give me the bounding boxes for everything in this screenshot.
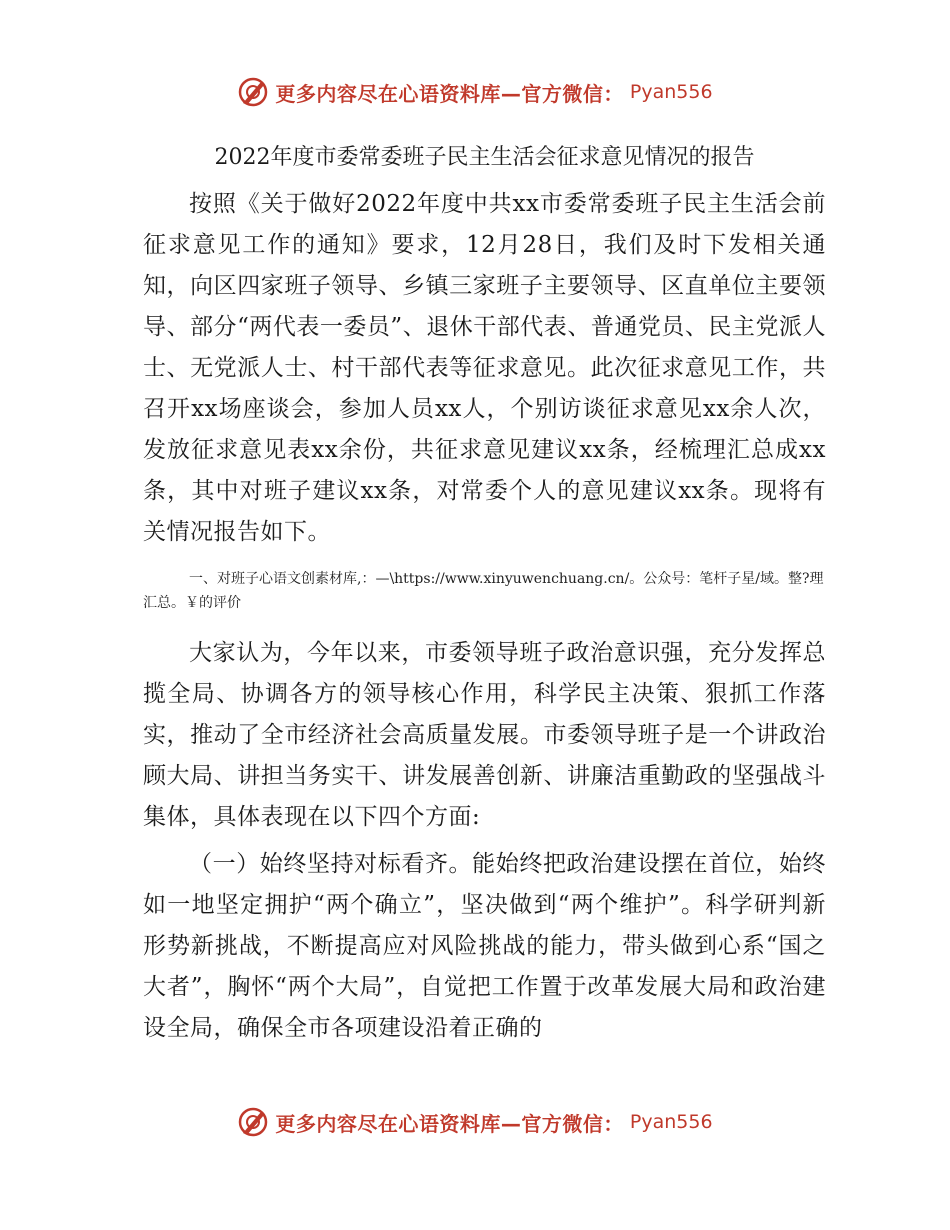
paragraph-assessment: 大家认为，今年以来，市委领导班子政治意识强，充分发挥总揽全局、协调各方的领导核心作用，科学民主决策、狠抓工作落实，推动了全市经济社会高质量发展。市委领导班子是一个讲政治顾大局、讲担当务实干、讲发展善创新、讲廉洁重勤政的坚强战斗集体，具体表现在以下四个方面:: [143, 640, 826, 830]
watermark-text: 更多内容尽在心语资料库—官方微信：: [275, 1111, 624, 1136]
paragraph-intro: 按照《关于做好2022年度中共xx市委常委班子民主生活会前征求意见工作的通知》要求，12月28日，我们及时下发相关通知，向区四家班子领导、乡镇三家班子主要领导、区直单位主要领导、部分“两代表一委员”、退休干部代表、普通党员、民主党派人士、无党派人士、村干部代表等征求意见。此次征求意见工作，共召开xx场座谈会，参加人员xx人，个别访谈征求意见xx余人次，发放征求意见表xx余份，共征求意见建议xx条，经梳理汇总成xx条，其中对班子建议xx条，对常委个人的意见建议xx条。现将有关情况报告如下。: [143, 191, 826, 545]
watermark-banner-bottom: [0, 1102, 950, 1142]
document-body: [143, 140, 826, 1049]
document-title: 2022年度市委常委班子民主生活会征求意见情况的报告: [214, 145, 755, 170]
watermark-banner-top: [0, 72, 950, 112]
paragraph-section-heading: 一、对班子心语文创素材库,：—\https://www.xinyuwenchuang.cn/。公众号：笔杆子星/域。整?理汇总。￥的评价: [143, 571, 824, 611]
paragraph-point-one: （一）始终坚持对标看齐。能始终把政治建设摆在首位，始终如一地坚定拥护“两个确立”，坚决做到“两个维护”。科学研判新形势新挑战，不断提高应对风险挑战的能力，带头做到心系“国之大者”，胸怀“两个大局”，自觉把工作置于改革发展大局和政治建设全局，确保全市各项建设沿着正确的: [143, 851, 826, 1041]
quill-seal-icon: [237, 1106, 269, 1138]
quill-seal-icon: [237, 76, 269, 108]
watermark-text: 更多内容尽在心语资料库—官方微信：: [275, 81, 624, 106]
watermark-wechat-id: Pyan556: [629, 1111, 713, 1133]
watermark-wechat-id: Pyan556: [629, 81, 713, 103]
